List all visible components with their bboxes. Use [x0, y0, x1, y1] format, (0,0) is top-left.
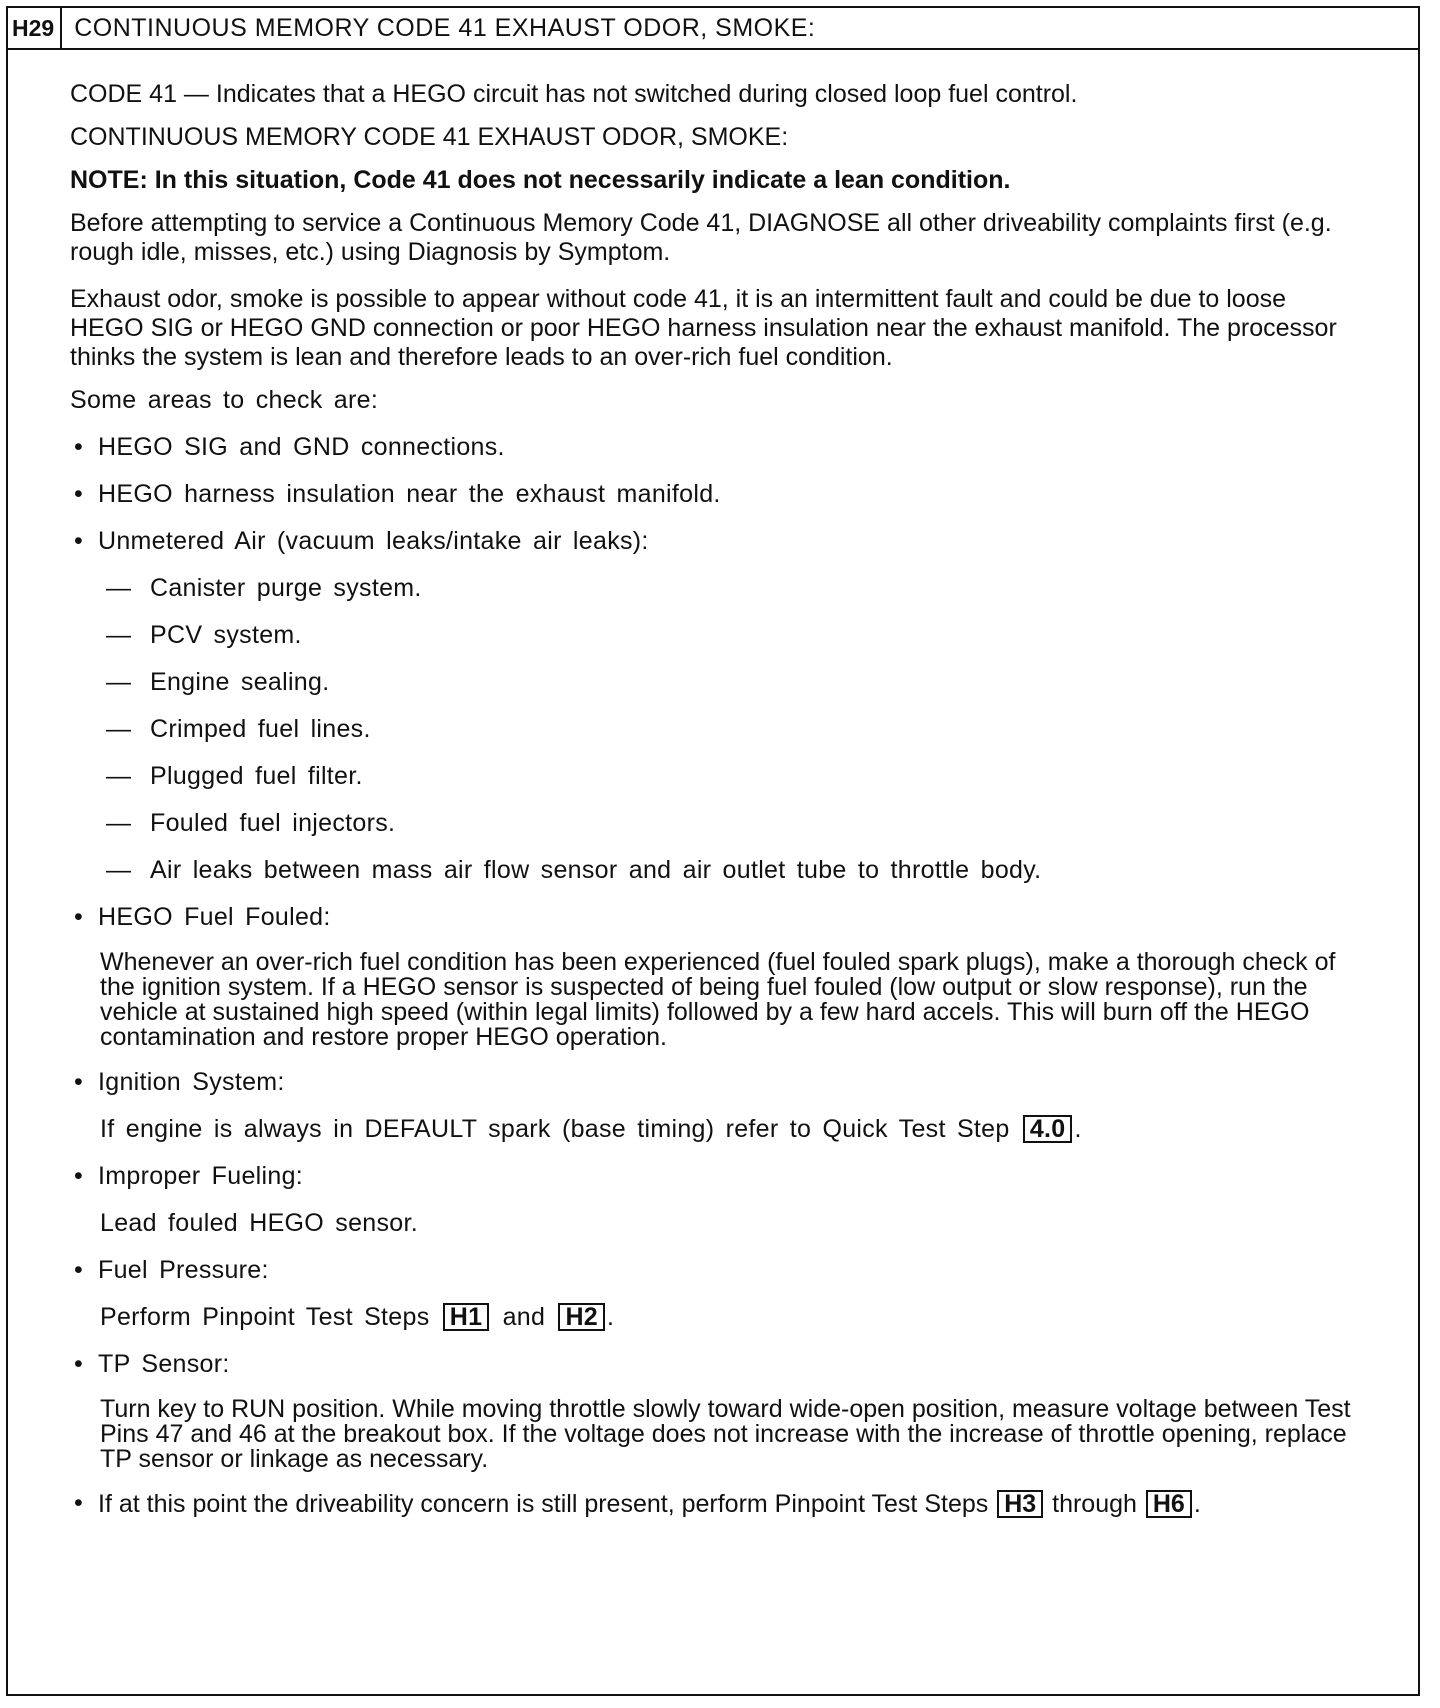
unmetered-item: — PCV system.	[70, 621, 1360, 650]
unmetered-item: — Canister purge system.	[70, 574, 1360, 603]
ignition-text: If engine is always in DEFAULT spark (base timing) refer to Quick Test Step 4.0 .	[100, 1115, 1082, 1143]
check-final: • If at this point the driveability concern is still present, perform Pinpoint Test Steps H3 through H6 .	[70, 1490, 1360, 1518]
ignition-text-body: If engine is always in DEFAULT spark (base timing) refer to Quick Test Step	[100, 1115, 1010, 1143]
pressure-text-body: Perform Pinpoint Test Steps	[100, 1303, 430, 1331]
unmetered-item: — Air leaks between mass air flow sensor and air outlet tube to throttle body.	[70, 856, 1360, 885]
check-fuel-fouled: • HEGO Fuel Fouled:	[70, 903, 1360, 932]
final-text-body: If at this point the driveability concern is still present, perform Pinpoint Test Steps	[98, 1490, 989, 1518]
section-subtitle: CONTINUOUS MEMORY CODE 41 EXHAUST ODOR, SMOKE:	[70, 123, 789, 151]
areas-intro: Some areas to check are:	[70, 386, 379, 414]
pinpoint-step-ref: H6	[1146, 1490, 1192, 1518]
check-harness: • HEGO harness insulation near the exhaust manifold.	[70, 480, 1360, 509]
quick-test-step-ref: 4.0	[1023, 1115, 1073, 1143]
before-paragraph: Before attempting to service a Continuous Memory Code 41, DIAGNOSE all other driveability complaints first (e.g. rough idle, misses, etc.) using Diagnosis by Symptom.	[70, 209, 1332, 266]
pressure-and: and	[502, 1303, 546, 1331]
step-title: CONTINUOUS MEMORY CODE 41 EXHAUST ODOR, SMOKE:	[74, 13, 816, 42]
note-text: NOTE: In this situation, Code 41 does not necessarily indicate a lean condition.	[70, 166, 1011, 194]
code-description: CODE 41 — Indicates that a HEGO circuit has not switched during closed loop fuel control.	[70, 80, 1078, 108]
check-ignition: • Ignition System:	[70, 1068, 1360, 1097]
fueling-text: Lead fouled HEGO sensor.	[100, 1209, 418, 1237]
pinpoint-step-ref: H2	[558, 1303, 605, 1331]
final-through: through	[1052, 1490, 1137, 1518]
step-header	[8, 8, 1418, 50]
check-sig-gnd: • HEGO SIG and GND connections.	[70, 433, 1360, 462]
unmetered-item: — Crimped fuel lines.	[70, 715, 1360, 744]
step-id-badge: H29	[8, 8, 62, 48]
unmetered-item: — Engine sealing.	[70, 668, 1360, 697]
pinpoint-step-ref: H3	[997, 1490, 1043, 1518]
procedure-body	[70, 80, 1360, 1518]
tp-text: Turn key to RUN position. While moving throttle slowly toward wide-open position, measure voltage between Test Pins 47 and 46 at the breakout box. If the voltage does not increase with the increase of throttle opening, replace TP sensor or linkage as necessary.	[100, 1395, 1351, 1473]
check-improper-fueling: • Improper Fueling:	[70, 1162, 1360, 1191]
check-tp-sensor: • TP Sensor:	[70, 1350, 1360, 1379]
check-unmetered-air: • Unmetered Air (vacuum leaks/intake air leaks):	[70, 527, 1360, 556]
unmetered-item: — Fouled fuel injectors.	[70, 809, 1360, 838]
pressure-text: Perform Pinpoint Test Steps H1 and H2 .	[100, 1303, 615, 1331]
fuel-fouled-text: Whenever an over-rich fuel condition has been experienced (fuel fouled spark plugs), make a thorough check of the ignition system. If a HEGO sensor is suspected of being fuel fouled (low output or slow response), run the vehicle at sustained high speed (within legal limits) followed by a few hard accels. This will burn off the HEGO contamination and restore proper HEGO operation.	[100, 948, 1336, 1051]
pinpoint-step-ref: H1	[443, 1303, 490, 1331]
unmetered-item: — Plugged fuel filter.	[70, 762, 1360, 791]
exhaust-paragraph: Exhaust odor, smoke is possible to appear without code 41, it is an intermittent fault and could be due to loose HEGO SIG or HEGO GND connection or poor HEGO harness insulation near the exhaust manifold. The processor thinks the system is lean and therefore leads to an over-rich fuel condition.	[70, 285, 1337, 371]
check-fuel-pressure: • Fuel Pressure:	[70, 1256, 1360, 1285]
